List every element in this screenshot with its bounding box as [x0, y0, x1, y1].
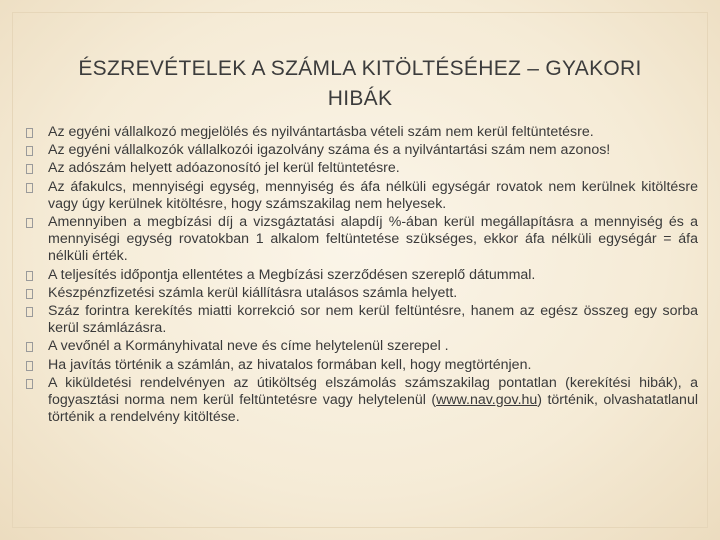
- bullet-icon: [26, 218, 33, 228]
- list-item-text: Az adószám helyett adóazonosító jel kerül feltüntetésre.: [48, 160, 400, 177]
- bullet-icon: [26, 128, 33, 138]
- list-item-text-after: ) történik, olvashatatlanul történik a rendelvény kitöltése.: [48, 392, 698, 426]
- bullet-icon: [26, 307, 33, 317]
- bullet-list: [26, 124, 698, 427]
- list-item: [26, 267, 698, 284]
- list-item: [26, 124, 698, 141]
- list-item: [26, 160, 698, 177]
- title-line-2: HIBÁK: [327, 87, 393, 110]
- list-item: [26, 142, 698, 159]
- bullet-icon: [26, 289, 33, 299]
- bullet-icon: [26, 183, 33, 193]
- slide-title: [40, 54, 680, 114]
- list-item-text: Készpénzfizetési számla kerül kiállításra utalásos számla helyett.: [48, 284, 458, 301]
- list-item: [26, 214, 698, 266]
- list-item: [26, 285, 698, 302]
- list-item-text: Száz forintra kerekítés miatti korrekció sor nem kerül feltüntésre, hanem az egész összeg egy sorba kerül számlázásra.: [48, 303, 698, 337]
- list-item-text: Amennyiben a megbízási díj a vizsgáztatási alapdíj %-ában kerül megállapításra a mennyiség és a mennyiségi egység rovatokban 1 alkalom feltüntetése szükséges, ekkor áfa nélküli egységár = áfa nélküli érték.: [48, 214, 698, 265]
- list-item-text: Az egyéni vállalkozó megjelölés és nyilvántartásba vételi szám nem kerül feltüntetésre.: [48, 124, 594, 140]
- list-item: [26, 375, 698, 427]
- list-item-text-before: A kiküldetési rendelvényen az útiköltség elszámolás számszakilag pontatlan (kerekítési hibák), a fogyasztási norma nem kerül feltüntetésre vagy helytelenül (: [48, 374, 698, 409]
- list-item-text: A teljesítés időpontja ellentétes a Megbízási szerződésen szereplő dátummal.: [48, 266, 536, 283]
- list-item: [26, 357, 698, 374]
- list-item-text: Az áfakulcs, mennyiségi egység, mennyiség és áfa nélküli egységár rovatok nem kerülnek kitöltésre vagy úgy kerülnek kitöltésre, hogy számszakilag nem helyesek.: [48, 178, 698, 212]
- list-item: [26, 179, 698, 213]
- bullet-icon: [26, 164, 33, 174]
- list-item: [26, 303, 698, 337]
- bullet-icon: [26, 379, 33, 389]
- bullet-icon: [26, 146, 33, 156]
- bullet-icon: [26, 342, 33, 352]
- bullet-icon: [26, 361, 33, 371]
- title-line-1: ÉSZREVÉTELEK A SZÁMLA KITÖLTÉSÉHEZ – GYAKORI: [78, 57, 642, 80]
- list-item-text: Ha javítás történik a számlán, az hivatalos formában kell, hogy megtörténjen.: [48, 356, 532, 373]
- list-item-text: Az egyéni vállalkozók vállalkozói igazolvány száma és a nyilvántartási szám nem azonos!: [48, 142, 611, 159]
- nav-link[interactable]: www.nav.gov.hu: [436, 392, 538, 409]
- list-item: [26, 338, 698, 355]
- bullet-icon: [26, 271, 33, 281]
- list-item-text: A vevőnél a Kormányhivatal neve és címe helytelenül szerepel .: [48, 338, 449, 355]
